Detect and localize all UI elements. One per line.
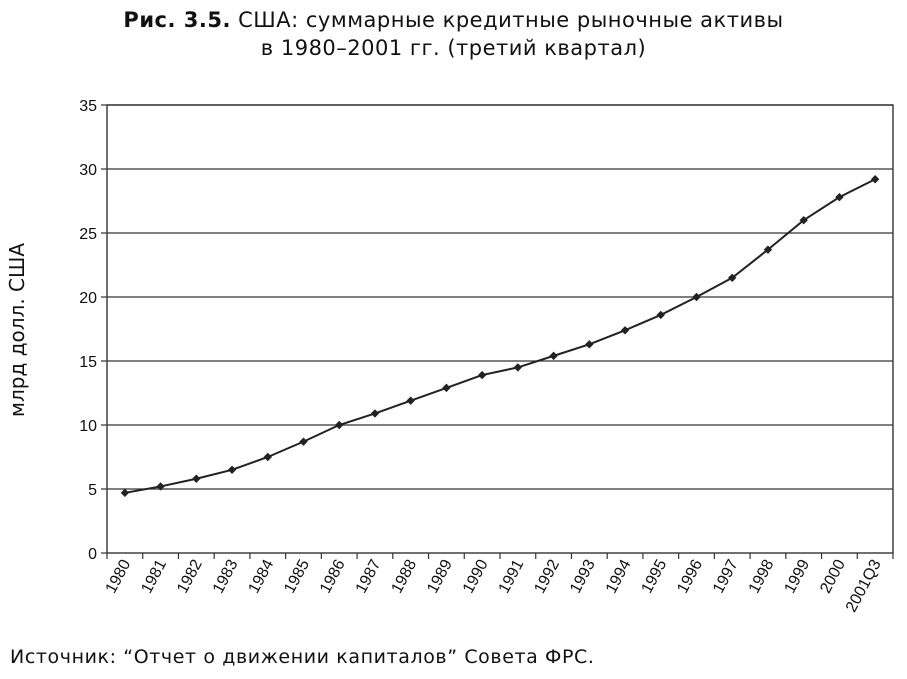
y-tick-label: 30	[79, 162, 97, 179]
title-line-2: в 1980–2001 гг. (третий квартал)	[260, 36, 647, 60]
x-tick-label: 2001Q3	[842, 556, 885, 616]
x-tick-label: 2000	[817, 556, 849, 597]
x-tick-label: 1986	[317, 556, 349, 597]
x-tick-labels	[103, 557, 885, 615]
x-tick-label: 1990	[459, 556, 492, 597]
y-tick-label: 15	[79, 354, 97, 371]
y-tick-label: 20	[79, 290, 97, 307]
x-tick-label: 1993	[567, 556, 599, 597]
data-points	[121, 175, 880, 497]
x-tick-label: 1982	[174, 556, 206, 597]
series-line	[125, 179, 875, 493]
x-tick-label: 1998	[745, 556, 778, 597]
x-tick-label: 1981	[138, 556, 171, 597]
y-tick-labels	[79, 98, 97, 563]
data-point	[299, 437, 307, 445]
data-point	[121, 489, 129, 497]
x-tick-label: 1991	[495, 556, 528, 597]
y-tick-label: 25	[79, 226, 97, 243]
y-axis-label: млрд долл. США	[5, 242, 29, 418]
data-point	[585, 340, 593, 348]
x-tick-label: 1994	[602, 556, 635, 597]
x-tick-label: 1995	[638, 556, 671, 597]
y-tick-label: 5	[88, 482, 97, 499]
x-tick-label: 1989	[424, 556, 456, 597]
x-tick-label: 1996	[674, 556, 707, 597]
x-tick-label: 1984	[245, 556, 278, 597]
data-point	[264, 453, 272, 461]
x-tick-label: 1997	[710, 556, 742, 597]
x-tick-label: 1985	[281, 556, 314, 597]
data-point	[692, 293, 700, 301]
x-tick-label: 1987	[352, 556, 385, 597]
data-point	[478, 371, 486, 379]
grid-lines	[107, 105, 893, 489]
figure-label: Рис. 3.5.	[123, 8, 231, 32]
x-tick-label: 1983	[209, 556, 242, 597]
data-point	[871, 175, 879, 183]
data-point	[621, 326, 629, 334]
x-tick-label: 1999	[781, 556, 814, 597]
data-point	[442, 384, 450, 392]
plot-frame	[107, 105, 893, 553]
data-point	[371, 409, 379, 417]
y-tick-label: 0	[88, 546, 97, 563]
source-note: Источник: “Отчет о движении капиталов” Совета ФРС.	[10, 646, 595, 668]
data-point	[228, 466, 236, 474]
y-tick-label: 10	[79, 418, 97, 435]
title-line-1: США: суммарные кредитные рыночные активы	[238, 8, 784, 32]
y-tick-label: 35	[79, 98, 97, 115]
data-point	[192, 475, 200, 483]
data-point	[406, 396, 414, 404]
data-point	[657, 311, 665, 319]
x-tick-label: 1992	[531, 556, 564, 597]
data-point	[335, 421, 343, 429]
x-tick-label: 1980	[102, 556, 135, 597]
data-point	[514, 363, 522, 371]
x-tick-label: 1988	[388, 556, 421, 597]
data-point	[549, 352, 557, 360]
axes	[101, 105, 893, 559]
